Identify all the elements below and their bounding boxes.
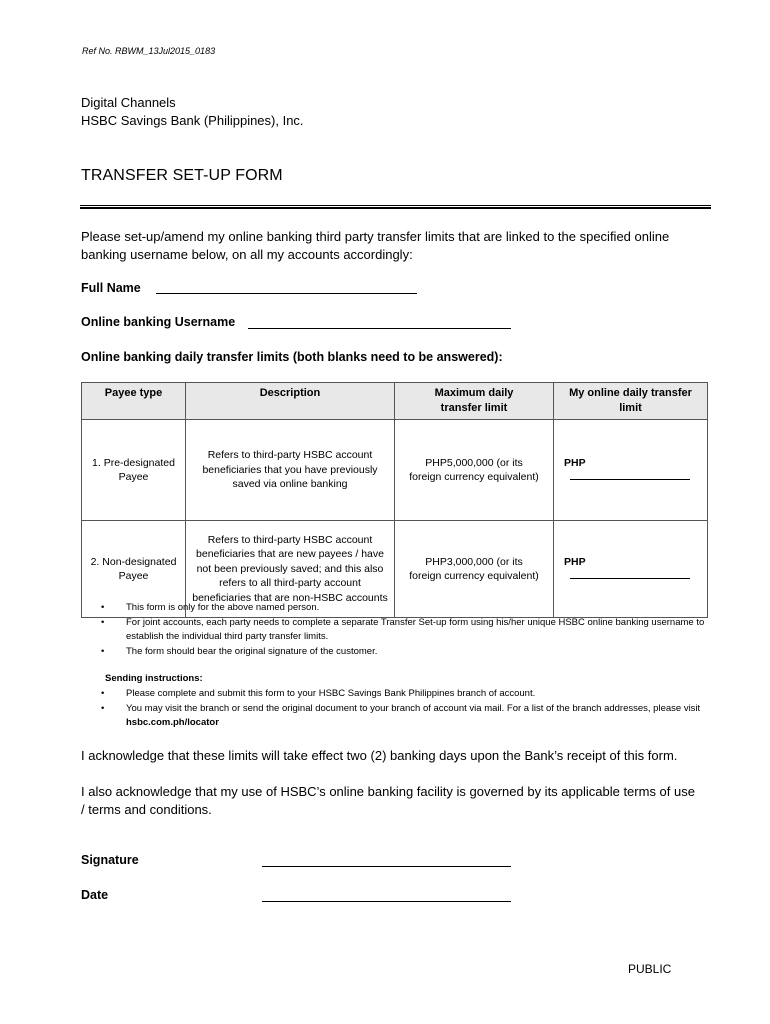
description-cell: Refers to third-party HSBC account beneficiaries that you have previously saved via online banking (186, 420, 395, 521)
sending-instructions (108, 687, 708, 731)
acknowledgement-terms: I also acknowledge that my use of HSBC’s online banking facility is governed by its applicable terms of use / terms and conditions. (81, 784, 695, 817)
table-row (82, 420, 708, 521)
transfer-limits-table (81, 382, 708, 618)
form-title: TRANSFER SET-UP FORM (81, 167, 283, 184)
list-item: • Please complete and submit this form to your HSBC Savings Bank Philippines branch of account. (108, 687, 708, 702)
username-label: Online banking Username (81, 315, 236, 329)
php-currency-label: PHP (564, 555, 586, 568)
form-notes (108, 601, 708, 659)
signature-label: Signature (81, 853, 139, 867)
my-limit-cell (554, 420, 708, 521)
title-divider (80, 205, 711, 206)
header-max-limit: Maximum daily transfer limit (395, 383, 554, 420)
date-field[interactable] (262, 901, 511, 902)
sending-instruction-text: You may visit the branch or send the original document to your branch of account via mail. For a list of the branch addresses, please visit (126, 702, 701, 714)
username-field[interactable] (248, 328, 511, 329)
acknowledgement-effective-date: I acknowledge that these limits will take effect two (2) banking days upon the Bank’s receipt of this form. (81, 748, 678, 763)
my-limit-field-non-designated[interactable] (570, 569, 690, 579)
max-limit-cell: PHP5,000,000 (or its foreign currency equivalent) (395, 420, 554, 521)
full-name-label: Full Name (81, 281, 141, 295)
reference-number: Ref No. RBWM_13Jul2015_0183 (82, 46, 216, 56)
full-name-field[interactable] (156, 293, 417, 294)
title-divider-thick (80, 207, 711, 209)
intro-paragraph: Please set-up/amend my online banking third party transfer limits that are linked to the specified online banking username below, on all my accounts accordingly: (81, 229, 670, 262)
limits-heading: Online banking daily transfer limits (both blanks need to be answered): (81, 350, 503, 364)
sending-instructions-heading: Sending instructions: (105, 673, 203, 684)
description-cell: Refers to third-party HSBC account beneficiaries that are new payees / have not been previously saved; and this also refers to all third-party account beneficiaries that are non-HSBC accounts (186, 521, 395, 618)
date-label: Date (81, 888, 109, 902)
payee-type-cell: 1. Pre-designated Payee (82, 420, 186, 521)
locator-link[interactable]: hsbc.com.ph/locator (126, 717, 219, 728)
classification-label: PUBLIC (628, 962, 672, 976)
header-my-limit: My online daily transfer limit (554, 383, 708, 420)
header-payee-type: Payee type (82, 383, 186, 420)
max-limit-cell: PHP3,000,000 (or its foreign currency equivalent) (395, 521, 554, 618)
signature-field[interactable] (262, 866, 511, 867)
list-item: • For joint accounts, each party needs to complete a separate Transfer Set-up form using his/her unique HSBC online banking username to establish the individual third party transfer limits. (108, 616, 708, 645)
header-description: Description (186, 383, 395, 420)
my-limit-field-pre-designated[interactable] (570, 470, 690, 480)
payee-type-cell: 2. Non-designated Payee (82, 521, 186, 618)
table-header-row (82, 383, 708, 420)
list-item (108, 702, 708, 731)
php-currency-label: PHP (564, 456, 586, 469)
list-item: • The form should bear the original signature of the customer. (108, 645, 708, 660)
list-item: • This form is only for the above named person. (108, 601, 708, 616)
bank-name: HSBC Savings Bank (Philippines), Inc. (81, 113, 304, 128)
department-name: Digital Channels (81, 95, 176, 110)
